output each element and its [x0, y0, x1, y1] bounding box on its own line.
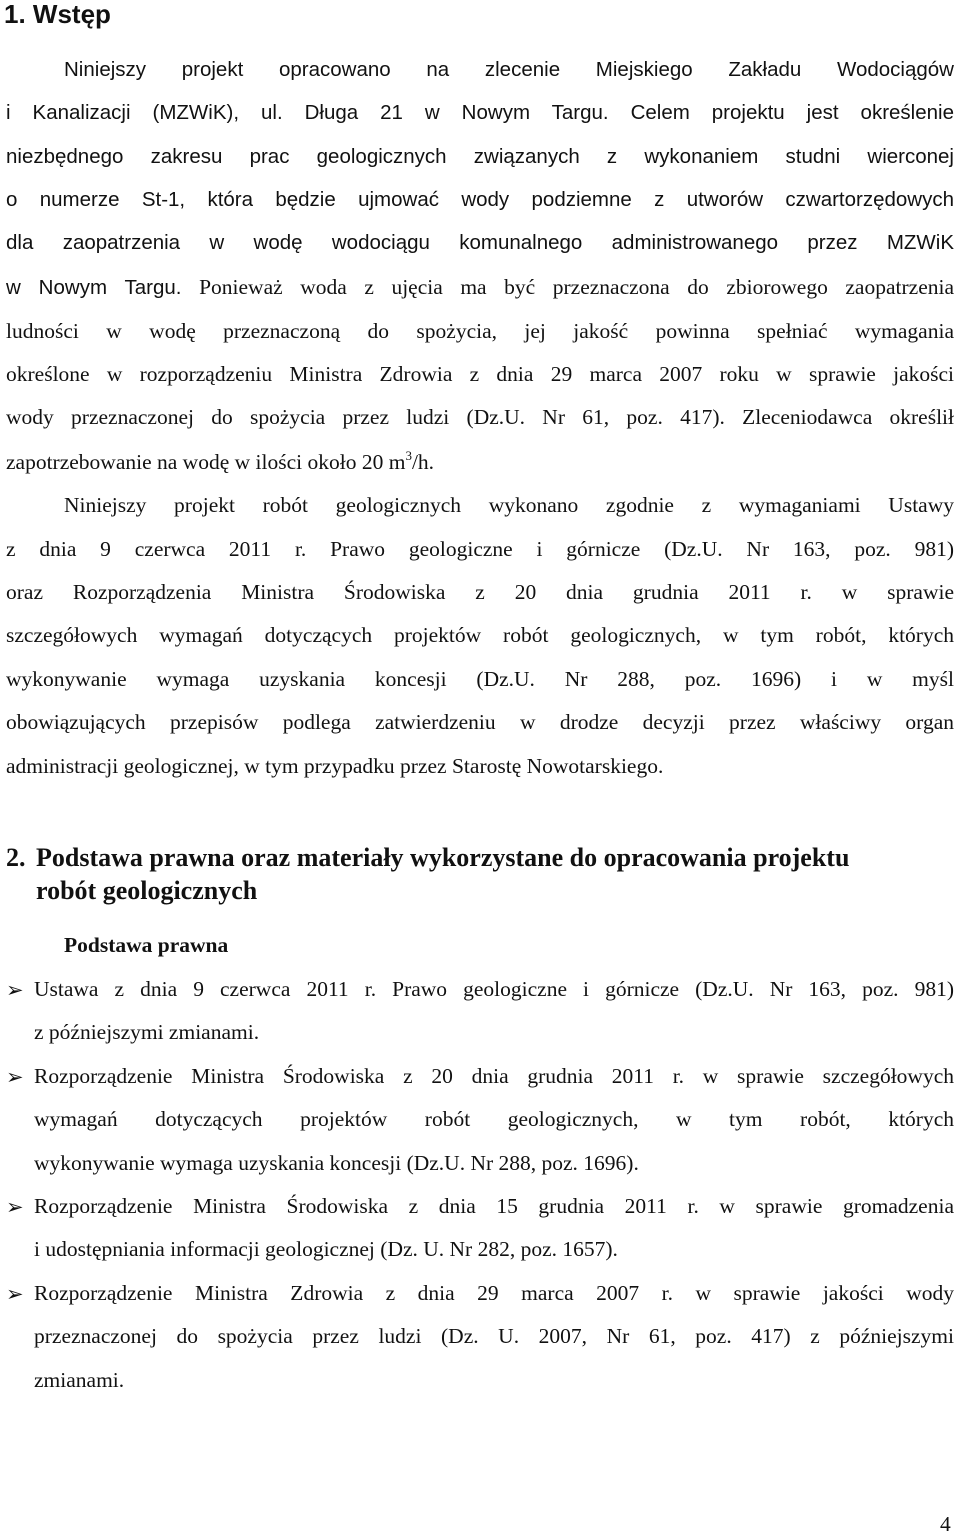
- para1-line-10: [6, 448, 954, 476]
- para2-line-6: obowiązujących przepisów podlega zatwierdzeniu w drodze decyzji przez właściwy organ: [6, 710, 954, 734]
- superscript-3: 3: [405, 448, 412, 463]
- para2-line-7: administracji geologicznej, w tym przypadku przez Starostę Nowotarskiego.: [6, 754, 664, 778]
- para2-line-4: szczegółowych wymagań dotyczących projektów robót geologicznych, w tym robót, których: [6, 623, 954, 647]
- para1-line-6-start: w Nowym Targu.: [6, 276, 182, 299]
- bullet-1-line-2: z późniejszymi zmianami.: [34, 1020, 260, 1044]
- para2-line-2: z dnia 9 czerwca 2011 r. Prawo geologiczne i górnicze (Dz.U. Nr 163, poz. 981): [6, 537, 954, 561]
- bullet-2-line-2: wymagań dotyczących projektów robót geologicznych, w tym robót, których: [34, 1107, 954, 1131]
- arrow-bullet-icon: ➢: [6, 978, 24, 1002]
- section-2-title-line-2: robót geologicznych: [36, 876, 258, 905]
- subheading-podstawa-prawna: Podstawa prawna: [64, 933, 229, 957]
- para1-line-3: niezbędnego zakresu prac geologicznych związanych z wykonaniem studni wierconej: [6, 145, 954, 168]
- arrow-bullet-icon: ➢: [6, 1282, 24, 1306]
- bullet-4-line-2: przeznaczonej do spożycia przez ludzi (Dz. U. 2007, Nr 61, poz. 417) z późniejszymi: [34, 1324, 954, 1348]
- para1-line-8: określone w rozporządzeniu Ministra Zdrowia z dnia 29 marca 2007 roku w sprawie jakości: [6, 362, 954, 386]
- section-1-heading: 1. Wstęp: [4, 0, 111, 29]
- para1-line-5: dla zaopatrzenia w wodę wodociągu komunalnego administrowanego przez MZWiK: [6, 231, 954, 254]
- para1-line-6-end: Ponieważ woda z ujęcia ma być przeznaczona do zbiorowego zaopatrzenia: [199, 275, 955, 299]
- bullet-1-line-1: Ustawa z dnia 9 czerwca 2011 r. Prawo geologiczne i górnicze (Dz.U. Nr 163, poz. 981): [34, 977, 954, 1001]
- para1-line-4: o numerze St-1, która będzie ujmować wody podziemne z utworów czwartorzędowych: [6, 188, 954, 211]
- section-2-number: 2.: [6, 843, 26, 872]
- page-number: 4: [940, 1512, 951, 1536]
- para1-line-1: Niniejszy projekt opracowano na zlecenie Miejskiego Zakładu Wodociągów: [64, 58, 954, 81]
- bullet-4-line-3: zmianami.: [34, 1368, 125, 1392]
- section-2-heading: [6, 842, 849, 874]
- section-2-title-line-1: Podstawa prawna oraz materiały wykorzystane do opracowania projektu: [36, 843, 850, 872]
- demand-text: zapotrzebowanie na wodę w ilości około 20 m: [6, 450, 406, 474]
- para2-line-1: Niniejszy projekt robót geologicznych wykonano zgodnie z wymaganiami Ustawy: [64, 493, 954, 517]
- bullet-2-line-3: wykonywanie wymaga uzyskania koncesji (Dz.U. Nr 288, poz. 1696).: [34, 1151, 639, 1175]
- bullet-3-line-2: i udostępniania informacji geologicznej (Dz. U. Nr 282, poz. 1657).: [34, 1237, 618, 1261]
- arrow-bullet-icon: ➢: [6, 1195, 24, 1219]
- bullet-2-line-1: Rozporządzenie Ministra Środowiska z 20 dnia grudnia 2011 r. w sprawie szczegółowych: [34, 1064, 954, 1088]
- para1-line-2: i Kanalizacji (MZWiK), ul. Długa 21 w Nowym Targu. Celem projektu jest określenie: [6, 101, 954, 124]
- para1-line-7: ludności w wodę przeznaczoną do spożycia, jej jakość powinna spełniać wymagania: [6, 319, 954, 343]
- arrow-bullet-icon: ➢: [6, 1065, 24, 1089]
- bullet-4-line-1: Rozporządzenie Ministra Zdrowia z dnia 29 marca 2007 r. w sprawie jakości wody: [34, 1281, 954, 1305]
- demand-unit: /h.: [411, 450, 435, 474]
- para2-line-3: oraz Rozporządzenia Ministra Środowiska z 20 dnia grudnia 2011 r. w sprawie: [6, 580, 954, 604]
- para1-line-6: [6, 273, 954, 302]
- para1-line-9: wody przeznaczonej do spożycia przez ludzi (Dz.U. Nr 61, poz. 417). Zleceniodawca określił: [6, 405, 954, 429]
- bullet-3-line-1: Rozporządzenie Ministra Środowiska z dnia 15 grudnia 2011 r. w sprawie gromadzenia: [34, 1194, 954, 1218]
- para2-line-5: wykonywanie wymaga uzyskania koncesji (Dz.U. Nr 288, poz. 1696) i w myśl: [6, 667, 954, 691]
